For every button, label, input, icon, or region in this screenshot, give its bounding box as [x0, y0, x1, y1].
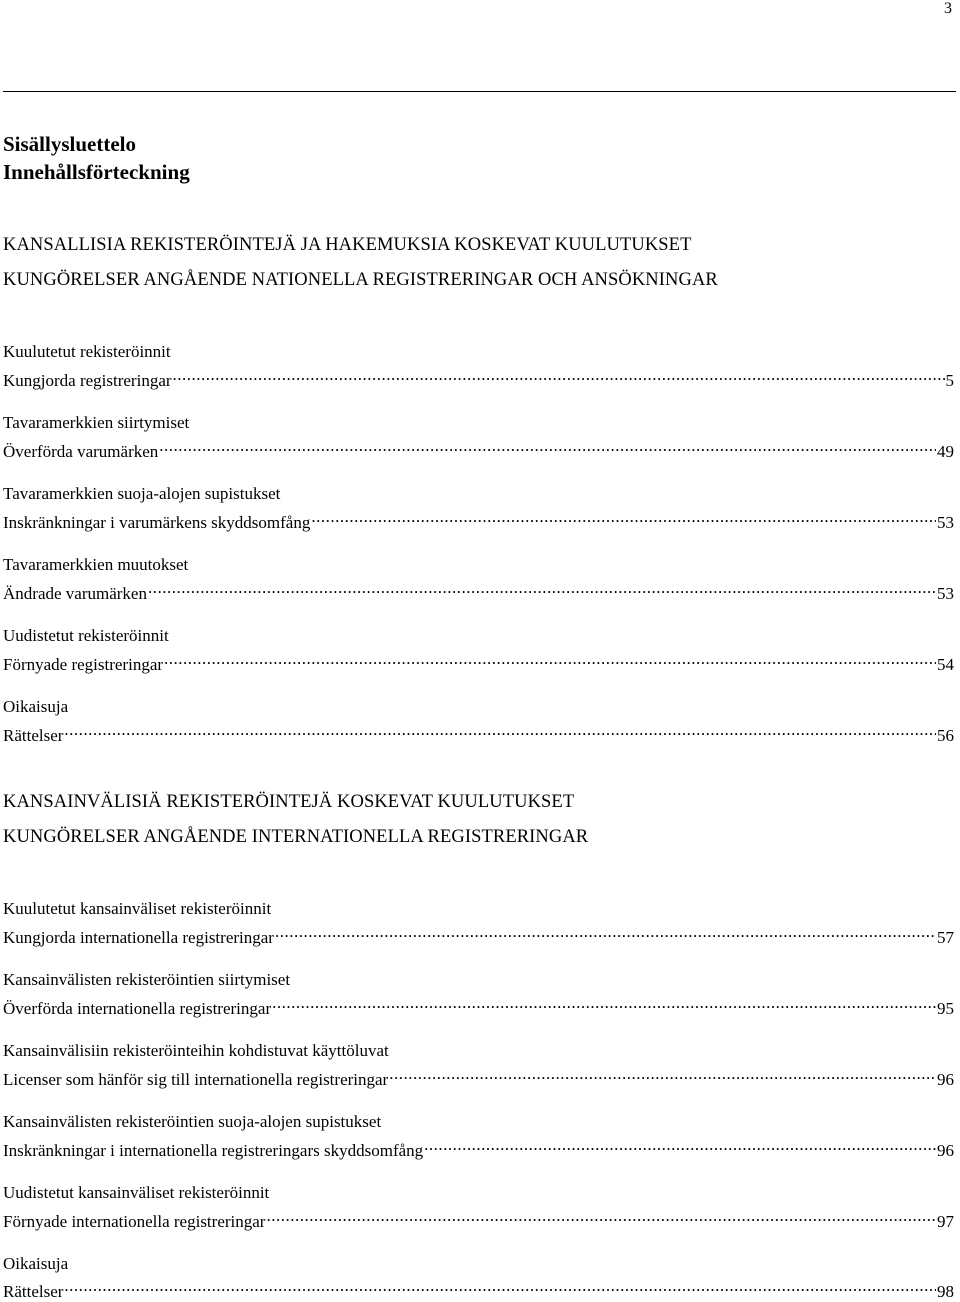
dot-leader	[64, 1277, 936, 1297]
toc-entry-sv: Förnyade registreringar	[3, 655, 164, 674]
toc-entry-sv: Kungjorda internationella registreringar	[3, 928, 274, 947]
toc-entry-sv: Inskränkningar i varumärkens skyddsomfång	[3, 513, 311, 532]
toc-page-number: 54	[937, 655, 954, 674]
dot-leader	[275, 923, 936, 943]
toc-entry-fi: Uudistetut kansainväliset rekisteröinnit	[3, 1183, 270, 1202]
dot-leader	[311, 508, 936, 528]
dot-leader	[159, 437, 936, 457]
toc-page-number: 56	[937, 726, 954, 745]
toc-entry-sv: Överförda varumärken	[3, 442, 159, 461]
toc-entry-link[interactable]	[3, 437, 954, 462]
page-number: 3	[944, 0, 952, 17]
toc-entry-fi: Oikaisuja	[3, 1254, 69, 1273]
section2-heading-fi: KANSAINVÄLISIÄ REKISTERÖINTEJÄ KOSKEVAT KUULUTUKSET	[3, 792, 575, 812]
toc-entry-link[interactable]	[3, 1065, 954, 1090]
toc-entry-fi: Tavaramerkkien muutokset	[3, 555, 189, 574]
toc-page-number: 57	[937, 928, 954, 947]
toc-entry-fi: Tavaramerkkien suoja-alojen supistukset	[3, 484, 281, 503]
toc-entry-sv: Rättelser	[3, 1282, 64, 1301]
toc-entry-link[interactable]	[3, 366, 954, 391]
toc-page-number: 98	[937, 1282, 954, 1301]
toc-page-number: 5	[945, 371, 954, 390]
toc-entry-link[interactable]	[3, 508, 954, 533]
toc-page-number: 53	[937, 513, 954, 532]
toc-title-sv: Innehållsförteckning	[3, 160, 190, 184]
toc-entry-fi: Kansainvälisten rekisteröintien siirtymiset	[3, 970, 291, 989]
toc-entry-fi: Oikaisuja	[3, 697, 69, 716]
toc-entry-sv: Överförda internationella registreringar	[3, 999, 272, 1018]
toc-page-number: 95	[937, 999, 954, 1018]
dot-leader	[148, 579, 936, 599]
toc-page-number: 96	[937, 1141, 954, 1160]
toc-entry-link[interactable]	[3, 1207, 954, 1232]
toc-entry-link[interactable]	[3, 1277, 954, 1302]
toc-entry-sv: Licenser som hänför sig till internationella registreringar	[3, 1070, 389, 1089]
dot-leader	[164, 650, 936, 670]
toc-entry-fi: Uudistetut rekisteröinnit	[3, 626, 169, 645]
dot-leader	[272, 994, 936, 1014]
dot-leader	[173, 366, 945, 386]
header-rule	[3, 91, 956, 92]
toc-entry-fi: Kansainvälisten rekisteröintien suoja-alojen supistukset	[3, 1112, 382, 1131]
toc-page-number: 49	[937, 442, 954, 461]
toc-title-fi: Sisällysluettelo	[3, 132, 137, 156]
toc-page-number: 97	[937, 1212, 954, 1231]
dot-leader	[266, 1207, 936, 1227]
toc-entry-sv: Ändrade varumärken	[3, 584, 147, 603]
toc-entry-link[interactable]	[3, 721, 954, 746]
section1-heading-fi: KANSALLISIA REKISTERÖINTEJÄ JA HAKEMUKSIA KOSKEVAT KUULUTUKSET	[3, 235, 692, 255]
toc-entry-sv: Inskränkningar i internationella registreringars skyddsomfång	[3, 1141, 424, 1160]
toc-entry-link[interactable]	[3, 650, 954, 675]
dot-leader	[389, 1065, 936, 1085]
toc-entry-sv: Rättelser	[3, 726, 64, 745]
toc-entry-link[interactable]	[3, 1136, 954, 1161]
toc-entry-link[interactable]	[3, 994, 954, 1019]
toc-page-number: 96	[937, 1070, 954, 1089]
section1-heading-sv: KUNGÖRELSER ANGÅENDE NATIONELLA REGISTRERINGAR OCH ANSÖKNINGAR	[3, 270, 718, 290]
toc-entry-fi: Kuulutetut kansainväliset rekisteröinnit	[3, 899, 272, 918]
dot-leader	[64, 721, 936, 741]
section2-heading-sv: KUNGÖRELSER ANGÅENDE INTERNATIONELLA REGISTRERINGAR	[3, 827, 589, 847]
toc-entry-fi: Kansainvälisiin rekisteröinteihin kohdistuvat käyttöluvat	[3, 1041, 389, 1060]
toc-entry-fi: Tavaramerkkien siirtymiset	[3, 413, 190, 432]
toc-entry-sv: Förnyade internationella registreringar	[3, 1212, 266, 1231]
toc-page-number: 53	[937, 584, 954, 603]
dot-leader	[424, 1136, 936, 1156]
toc-entry-link[interactable]	[3, 579, 954, 604]
toc-entry-sv: Kungjorda registreringar	[3, 371, 172, 390]
toc-entry-link[interactable]	[3, 923, 954, 948]
toc-entry-fi: Kuulutetut rekisteröinnit	[3, 342, 171, 361]
